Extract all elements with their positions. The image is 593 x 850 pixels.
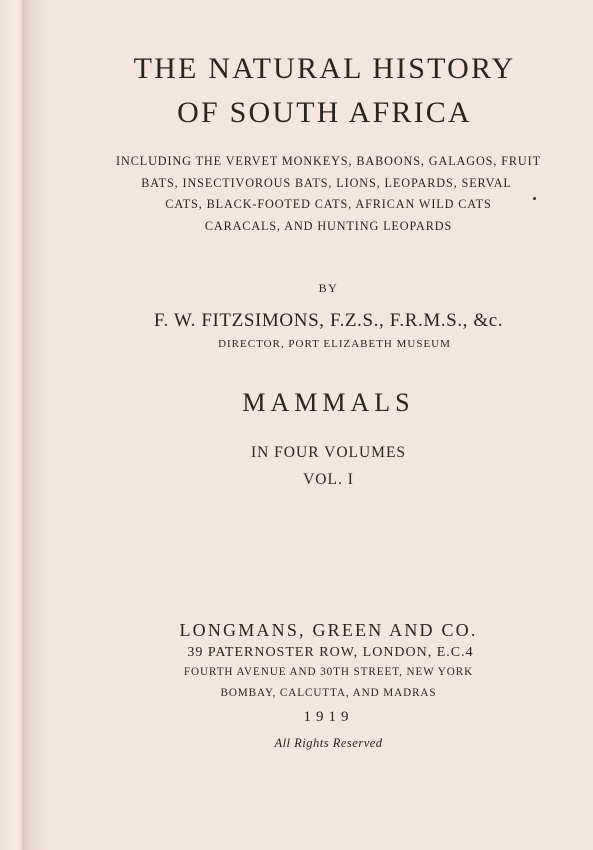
binding-gutter: [22, 0, 48, 850]
publisher-address-london: 39 PATERNOSTER ROW, LONDON, E.C.4: [187, 645, 474, 660]
subtitle-line-4: CARACALS, AND HUNTING LEOPARDS: [204, 219, 453, 233]
volume-count: IN FOUR VOLUMES: [250, 444, 407, 461]
by-label: BY: [318, 281, 339, 295]
book-title-line-1: THE NATURAL HISTORY: [133, 52, 516, 85]
subtitle-line-3: CATS, BLACK-FOOTED CATS, AFRICAN WILD CATS: [165, 197, 492, 211]
author-position: DIRECTOR, PORT ELIZABETH MUSEUM: [218, 338, 451, 350]
book-title-line-2: OF SOUTH AFRICA: [177, 96, 472, 129]
author-name: F. W. FITZSIMONS, F.Z.S., F.R.M.S., &c.: [153, 310, 504, 331]
subtitle-line-1: INCLUDING THE VERVET MONKEYS, BABOONS, GALAGOS, FRUIT: [116, 154, 541, 168]
publisher-address-new-york: FOURTH AVENUE AND 30TH STREET, NEW YORK: [183, 666, 474, 678]
subtitle-line-2: BATS, INSECTIVOROUS BATS, LIONS, LEOPARDS, SERVAL: [141, 176, 512, 190]
section-title: MAMMALS: [242, 388, 415, 417]
publication-year: 1919: [303, 709, 354, 725]
ink-speck: [533, 197, 536, 200]
title-page: [48, 0, 593, 850]
rights-notice: All Rights Reserved: [274, 736, 383, 750]
publisher-name: LONGMANS, GREEN AND CO.: [179, 620, 478, 640]
left-page-edge: [0, 0, 22, 850]
volume-number: VOL. I: [303, 471, 354, 488]
publisher-address-india: BOMBAY, CALCUTTA, AND MADRAS: [220, 687, 437, 699]
